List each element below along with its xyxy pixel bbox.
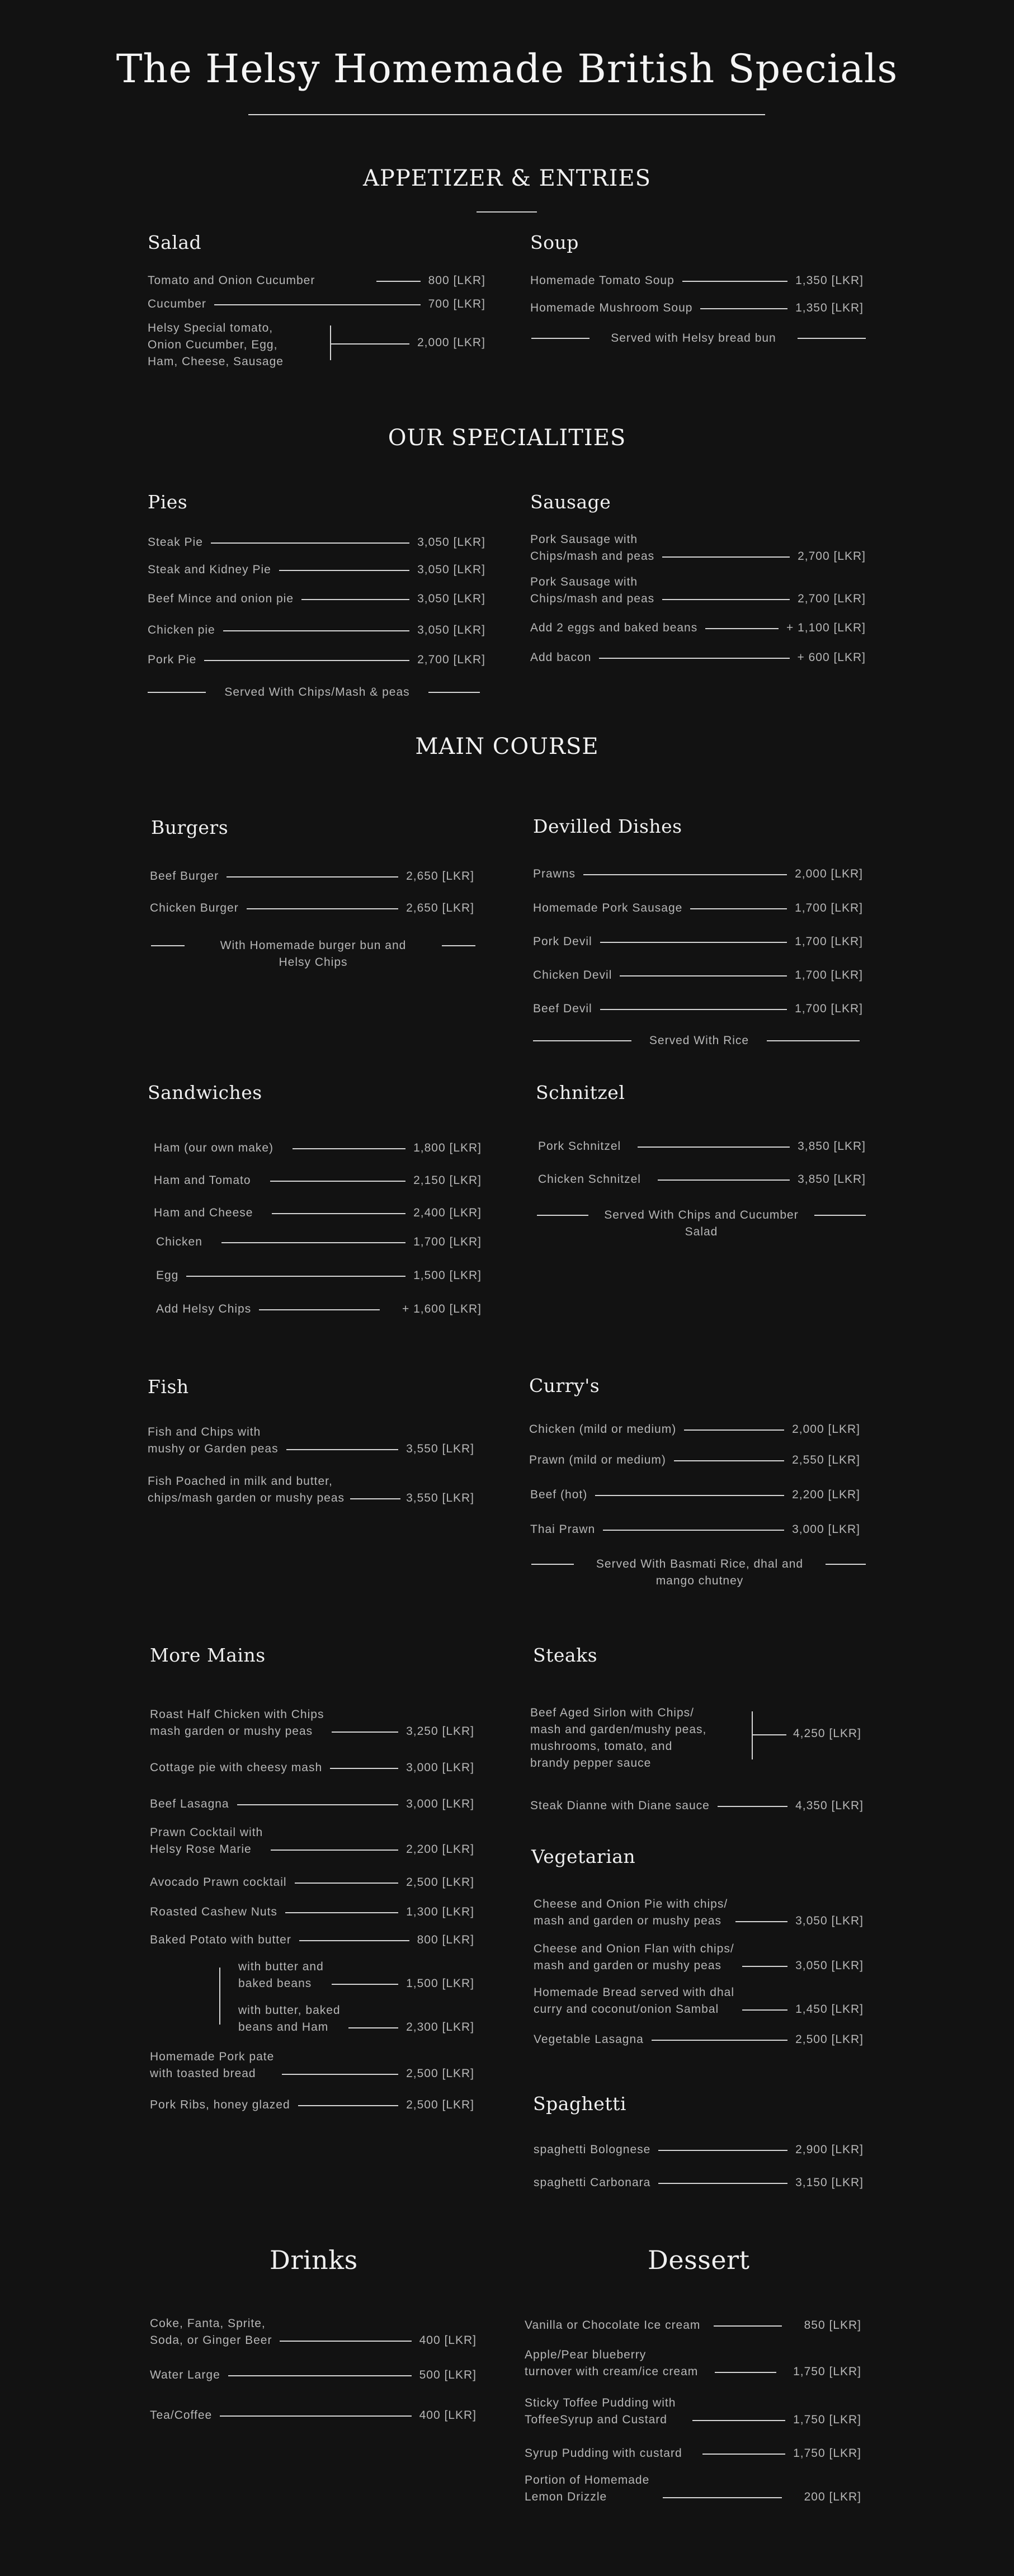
category-vegetarian: Vegetarian — [531, 1846, 636, 1867]
menu-item: Vegetable Lasagna 2,500 [LKR] — [534, 2033, 864, 2046]
section-divider — [477, 211, 537, 213]
menu-item: Add Helsy Chips + 1,600 [LKR] — [156, 1303, 482, 1315]
note-curry: Served With Basmati Rice, dhal and mango chutney — [531, 1556, 866, 1589]
category-sausage: Sausage — [530, 491, 611, 513]
menu-item: Prawns 2,000 [LKR] — [533, 867, 863, 880]
bracket-line — [330, 325, 331, 360]
category-salad: Salad — [148, 232, 202, 253]
menu-item-price: 4,250 [LKR] — [793, 1727, 861, 1740]
menu-item: Tea/Coffee 400 [LKR] — [150, 2409, 477, 2422]
menu-item: Cheese and Onion Flan with chips/ mash and garden or mushy peas 3,050 [LKR] — [534, 1942, 864, 1972]
menu-item: Pork Ribs, honey glazed 2,500 [LKR] — [150, 2098, 474, 2111]
menu-item: Roast Half Chicken with Chips mash garden or mushy peas 3,250 [LKR] — [150, 1708, 474, 1738]
menu-item: Water Large 500 [LKR] — [150, 2369, 477, 2381]
bracket-line — [752, 1711, 753, 1759]
note-devilled: Served With Rice — [533, 1032, 860, 1049]
menu-item: Prawn (mild or medium) 2,550 [LKR] — [529, 1454, 860, 1466]
menu-item: Homemade Pork Sausage 1,700 [LKR] — [533, 902, 863, 914]
menu-item: Prawn Cocktail with Helsy Rose Marie 2,200 [LKR] — [150, 1826, 474, 1856]
bracket-line — [219, 1968, 220, 2025]
menu-item: spaghetti Carbonara 3,150 [LKR] — [534, 2176, 864, 2189]
category-drinks: Drinks — [270, 2245, 358, 2275]
menu-item: Cottage pie with cheesy mash 3,000 [LKR] — [150, 1761, 474, 1774]
category-pies: Pies — [148, 491, 188, 513]
menu-item: Fish and Chips with mushy or Garden peas 3,550 [LKR] — [148, 1426, 474, 1455]
category-fish: Fish — [148, 1376, 189, 1398]
leader-line — [330, 343, 409, 345]
menu-item: Apple/Pear blueberry turnover with cream/ice cream 1,750 [LKR] — [525, 2348, 861, 2378]
menu-item: Sticky Toffee Pudding with ToffeeSyrup and Custard 1,750 [LKR] — [525, 2396, 861, 2426]
menu-item: Syrup Pudding with custard 1,750 [LKR] — [525, 2447, 861, 2460]
menu-item: Pork Pie 2,700 [LKR] — [148, 653, 485, 666]
category-sandwiches: Sandwiches — [148, 1082, 262, 1103]
menu-item: Fish Poached in milk and butter, chips/mash garden or mushy peas 3,550 [LKR] — [148, 1475, 474, 1504]
title-divider — [248, 114, 765, 115]
menu-item: Portion of Homemade Lemon Drizzle 200 [LKR] — [525, 2474, 861, 2503]
menu-item: Tomato and Onion Cucumber 800 [LKR] — [148, 274, 485, 287]
menu-item: Egg 1,500 [LKR] — [156, 1269, 482, 1282]
menu-item: Homemade Mushroom Soup 1,350 [LKR] — [530, 301, 864, 314]
menu-item: Homemade Pork pate with toasted bread 2,500 [LKR] — [150, 2050, 474, 2080]
menu-item: Chicken 1,700 [LKR] — [156, 1235, 482, 1248]
menu-title: The Helsy Homemade British Specials — [116, 46, 898, 92]
menu-item-price: 2,000 [LKR] — [417, 336, 485, 349]
note-pies: Served With Chips/Mash & peas — [148, 684, 480, 701]
menu-item: Pork Devil 1,700 [LKR] — [533, 935, 863, 948]
menu-item: Cucumber 700 [LKR] — [148, 298, 485, 310]
menu-item: Steak Pie 3,050 [LKR] — [148, 536, 485, 549]
category-curry: Curry's — [529, 1375, 600, 1396]
category-devilled-dishes: Devilled Dishes — [533, 815, 682, 837]
menu-item: Ham and Tomato 2,150 [LKR] — [154, 1174, 482, 1187]
menu-item: Beef Lasagna 3,000 [LKR] — [150, 1797, 474, 1810]
menu-item: Cheese and Onion Pie with chips/ mash and garden or mushy peas 3,050 [LKR] — [534, 1898, 864, 1927]
menu-item: Ham (our own make) 1,800 [LKR] — [154, 1141, 482, 1154]
category-schnitzel: Schnitzel — [536, 1082, 625, 1103]
menu-item: Pork Sausage with Chips/mash and peas 2,700 [LKR] — [530, 533, 866, 563]
menu-item: Chicken Burger 2,650 [LKR] — [150, 902, 474, 914]
menu-item: Roasted Cashew Nuts 1,300 [LKR] — [150, 1905, 474, 1918]
menu-item: Homemade Bread served with dhal curry and coconut/onion Sambal 1,450 [LKR] — [534, 1986, 864, 2016]
category-dessert: Dessert — [648, 2245, 750, 2275]
menu-item: Baked Potato with butter 800 [LKR] — [150, 1933, 474, 1946]
menu-item: Steak Dianne with Diane sauce 4,350 [LKR] — [530, 1799, 864, 1812]
menu-item: Chicken (mild or medium) 2,000 [LKR] — [529, 1423, 860, 1436]
leader-line — [752, 1734, 786, 1735]
category-spaghetti: Spaghetti — [533, 2093, 626, 2115]
menu-item: Thai Prawn 3,000 [LKR] — [530, 1523, 860, 1536]
section-appetizer: APPETIZER & ENTRIES — [363, 166, 651, 191]
menu-item: Beef (hot) 2,200 [LKR] — [530, 1488, 860, 1501]
menu-item: Avocado Prawn cocktail 2,500 [LKR] — [150, 1876, 474, 1889]
category-steaks: Steaks — [533, 1644, 598, 1666]
menu-item: Add bacon + 600 [LKR] — [530, 651, 866, 664]
category-more-mains: More Mains — [150, 1644, 266, 1666]
menu-item: Add 2 eggs and baked beans + 1,100 [LKR] — [530, 621, 866, 634]
menu-item: Chicken Schnitzel 3,850 [LKR] — [538, 1173, 866, 1186]
note-schnitzel: Served With Chips and Cucumber Salad — [537, 1207, 866, 1240]
menu-item: Beef Burger 2,650 [LKR] — [150, 870, 474, 883]
menu-item: Coke, Fanta, Sprite, Soda, or Ginger Beer 400 [LKR] — [150, 2317, 477, 2347]
menu-item: Pork Sausage with Chips/mash and peas 2,700 [LKR] — [530, 575, 866, 605]
menu-item: Beef Mince and onion pie 3,050 [LKR] — [148, 592, 485, 605]
menu-item: spaghetti Bolognese 2,900 [LKR] — [534, 2143, 864, 2156]
menu-item: Pork Schnitzel 3,850 [LKR] — [538, 1140, 866, 1153]
menu-item-name: Helsy Special tomato, Onion Cucumber, Egg, Ham, Cheese, Sausage — [148, 322, 284, 368]
menu-item: Steak and Kidney Pie 3,050 [LKR] — [148, 563, 485, 576]
note-soup: Served with Helsy bread bun — [531, 330, 866, 347]
menu-item: Chicken pie 3,050 [LKR] — [148, 624, 485, 636]
category-soup: Soup — [530, 232, 579, 253]
menu-item-name: Beef Aged Sirlon with Chips/ mash and garden/mushy peas, mushrooms, tomato, and brandy pepper sauce — [530, 1706, 707, 1770]
section-main-course: MAIN COURSE — [415, 734, 599, 759]
section-specialities: OUR SPECIALITIES — [388, 425, 626, 451]
menu-item: Ham and Cheese 2,400 [LKR] — [154, 1206, 482, 1219]
menu-item: with butter, baked beans and Ham 2,300 [LKR] — [238, 2004, 474, 2034]
note-burgers: With Homemade burger bun and Helsy Chips — [151, 937, 475, 971]
menu-item: Chicken Devil 1,700 [LKR] — [533, 969, 863, 982]
menu-item: Beef Devil 1,700 [LKR] — [533, 1002, 863, 1015]
menu-item: Homemade Tomato Soup 1,350 [LKR] — [530, 274, 864, 287]
category-burgers: Burgers — [151, 817, 229, 838]
menu-item: Vanilla or Chocolate Ice cream 850 [LKR] — [525, 2319, 861, 2332]
menu-item: with butter and baked beans 1,500 [LKR] — [238, 1960, 474, 1990]
